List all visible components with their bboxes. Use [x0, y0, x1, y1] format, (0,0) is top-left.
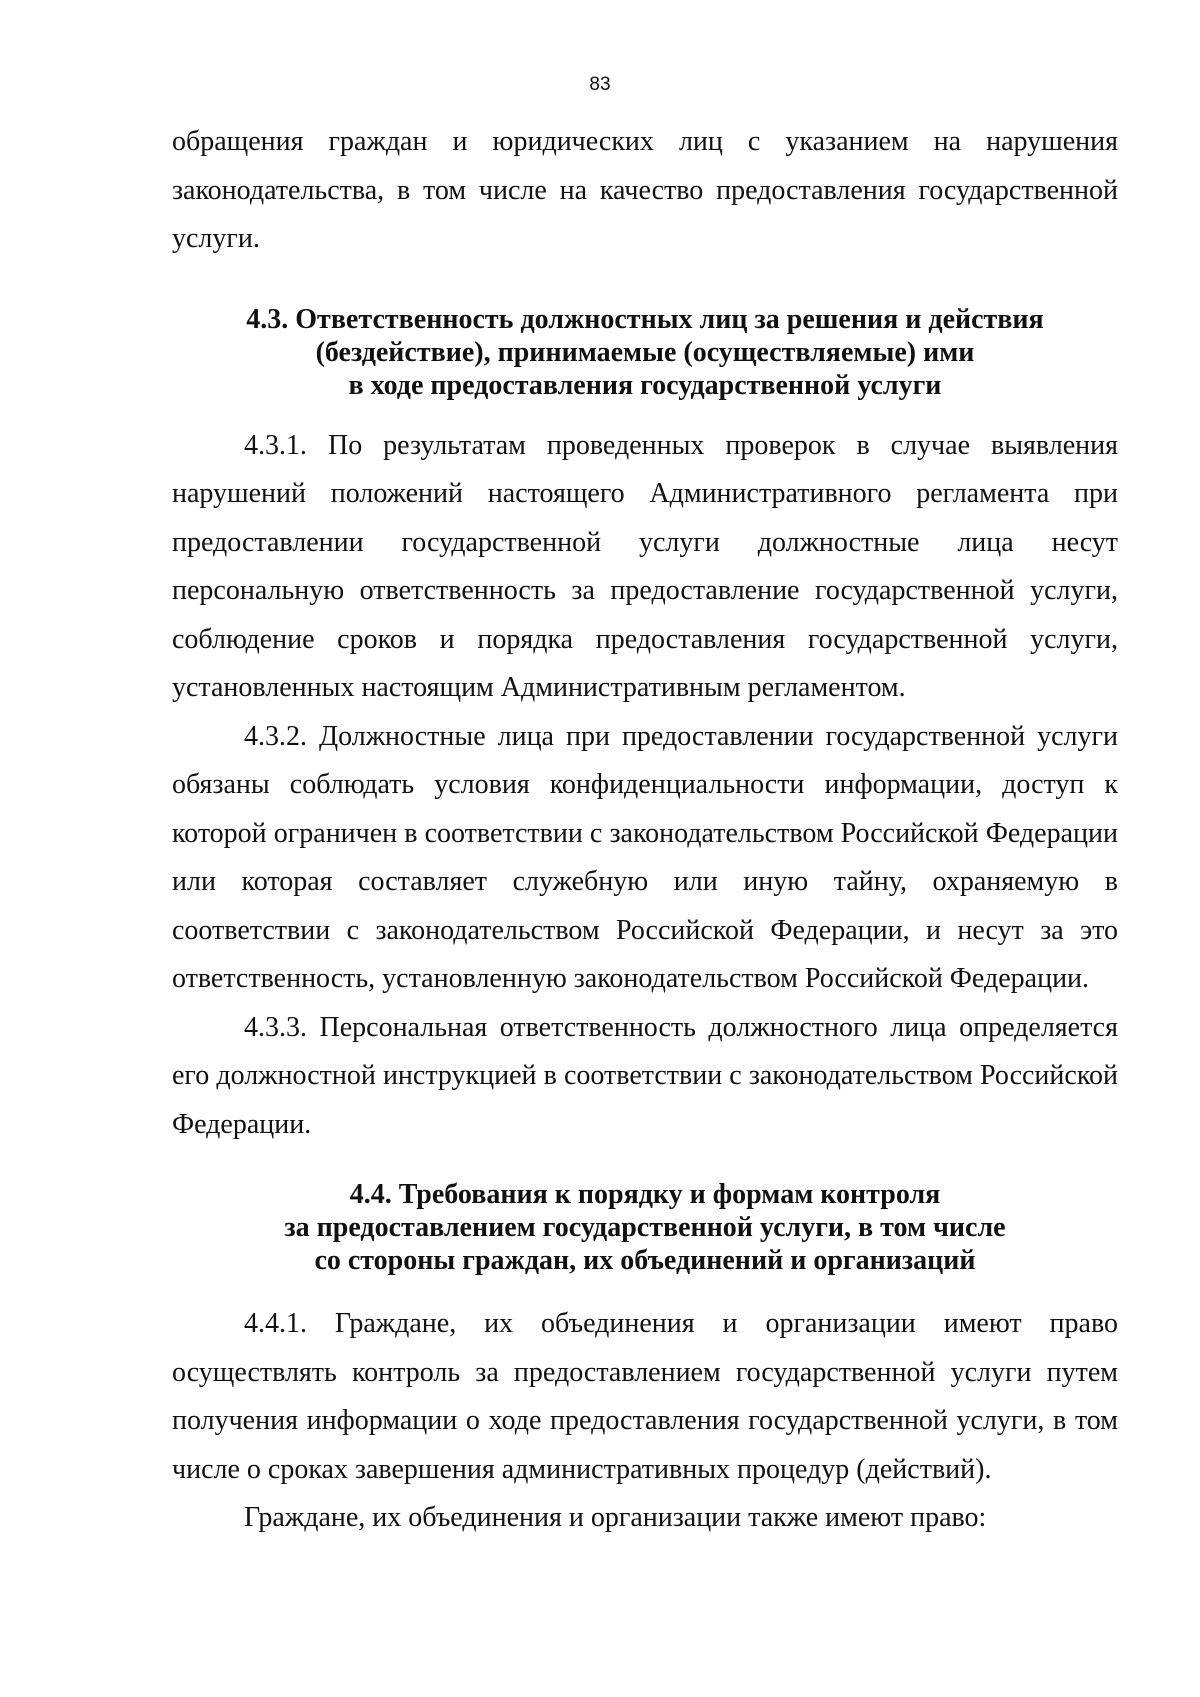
paragraph-4-3-3: 4.3.3. Персональная ответственность должностного лица определяется его должностной инструкцией в соответствии с законодательством Российской Федерации.: [172, 1011, 1118, 1140]
spacer: [172, 1149, 1118, 1178]
section-heading-line: 4.4. Требования к порядку и формам контроля: [349, 1179, 941, 1210]
section-heading-4-4: [172, 1178, 1118, 1277]
spacer: [172, 264, 1118, 303]
paragraph-4-3-1: 4.3.1. По результатам проведенных проверок в случае выявления нарушений положений настоящего Административного регламента при предоставлении государственной услуги должностные лица несут персональную ответственность за предоставление государственной услуги, соблюдение сроков и порядка предоставления государственной услуги, установленных настоящим Административным регламентом.: [172, 429, 1118, 703]
section-heading-line: (бездействие), принимаемые (осуществляемые) ими: [315, 336, 975, 368]
section-heading-4-3: [172, 303, 1118, 402]
page-number: 83: [589, 74, 611, 95]
continuation-paragraph: обращения граждан и юридических лиц с указанием на нарушения законодательства, в том числе на качество предоставления государственной услуги.: [172, 126, 1118, 254]
spacer: [172, 1277, 1118, 1300]
paragraph-4-4-1-rights-intro: Граждане, их объединения и организации также имеют право:: [244, 1502, 987, 1533]
section-heading-line: за предоставлением государственной услуги, в том числе: [284, 1212, 1006, 1243]
section-heading-line: со стороны граждан, их объединений и организаций: [314, 1245, 976, 1276]
paragraph-4-4-1: 4.4.1. Граждане, их объединения и организации имеют право осуществлять контроль за предоставлением государственной услуги путем получения информации о ходе предоставления государственной услуги, в том числе о сроках завершения административных процедур (действий).: [172, 1308, 1118, 1485]
spacer: [172, 402, 1118, 422]
section-heading-line: 4.3. Ответственность должностных лиц за решения и действия: [246, 303, 1044, 335]
section-heading-line: в ходе предоставления государственной услуги: [348, 369, 942, 401]
document-body: [172, 118, 1118, 1543]
paragraph-4-3-2: 4.3.2. Должностные лица при предоставлении государственной услуги обязаны соблюдать условия конфиденциальности информации, доступ к которой ограничен в соответствии с законодательством Российской Федерации или которая составляет служебную или иную тайну, охраняемую в соответствии с законодательством Российской Федерации, и несут за это ответственность, установленную законодательством Российской Федерации.: [172, 720, 1118, 994]
